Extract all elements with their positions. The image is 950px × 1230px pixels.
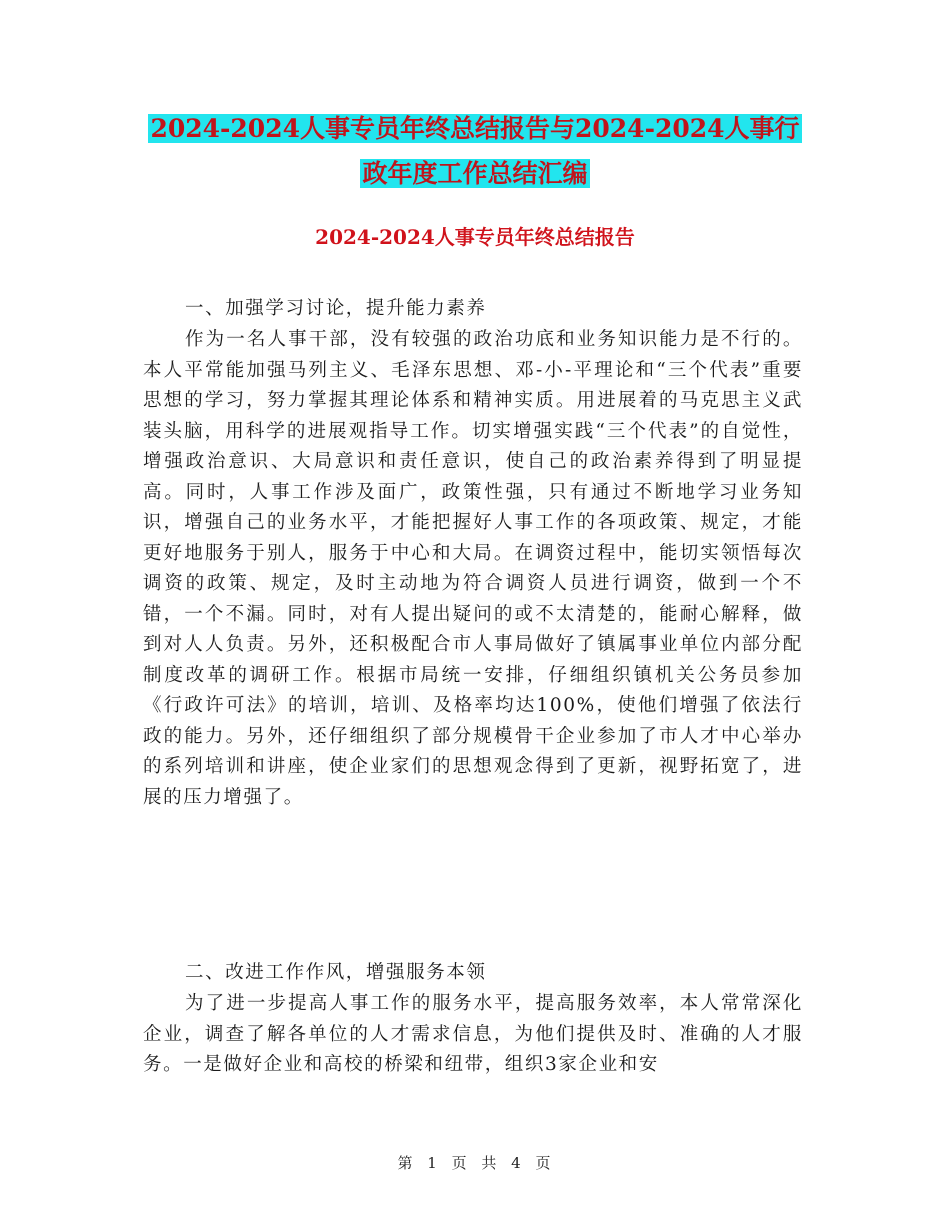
document-title-line-2 [0,150,950,198]
document-title-text-2: 政年度工作总结汇编 [362,159,588,188]
section-title: 2024-2024人事专员年终总结报告 [315,225,635,249]
page-number-footer: 第 1 页 共 4 页 [397,1154,553,1172]
document-title-line-1 [0,105,950,153]
section-heading-2: 二、改进工作作风，增强服务本领 [185,962,487,983]
document-title-text-1: 2024-2024人事专员年终总结报告与2024-2024人事行 [150,114,800,143]
body-paragraph-2: 为了进一步提高人事工作的服务水平，提高服务效率，本人常常深化企业，调查了解各单位的人才需求信息，为他们提供及时、准确的人才服务。一是做好企业和高校的桥梁和纽带，组织3家企业和安 [143,993,803,1075]
section-heading-1: 一、加强学习讨论，提升能力素养 [185,298,487,319]
body-paragraph-1: 作为一名人事干部，没有较强的政治功底和业务知识能力是不行的。本人平常能加强马列主义、毛泽东思想、邓-小-平理论和“三个代表”重要思想的学习，努力掌握其理论体系和精神实质。用进展着的马克思主义武装头脑，用科学的进展观指导工作。切实增强实践“三个代表”的自觉性，增强政治意识、大局意识和责任意识，使自己的政治素养得到了明显提高。同时，人事工作涉及面广，政策性强，只有通过不断地学习业务知识，增强自己的业务水平，才能把握好人事工作的各项政策、规定，才能更好地服务于别人，服务于中心和大局。在调资过程中，能切实领悟每次调资的政策、规定，及时主动地为符合调资人员进行调资，做到一个不错，一个不漏。同时，对有人提出疑问的或不太清楚的，能耐心解释，做到对人人负责。另外，还积极配合市人事局做好了镇属事业单位内部分配制度改革的调研工作。根据市局统一安排，仔细组织镇机关公务员参加《行政许可法》的培训，培训、及格率均达100%，使他们增强了依法行政的能力。另外，还仔细组织了部分规模骨干企业参加了市人才中心举办的系列培训和讲座，使企业家们的思想观念得到了更新，视野拓宽了，进展的压力增强了。 [143,329,803,808]
